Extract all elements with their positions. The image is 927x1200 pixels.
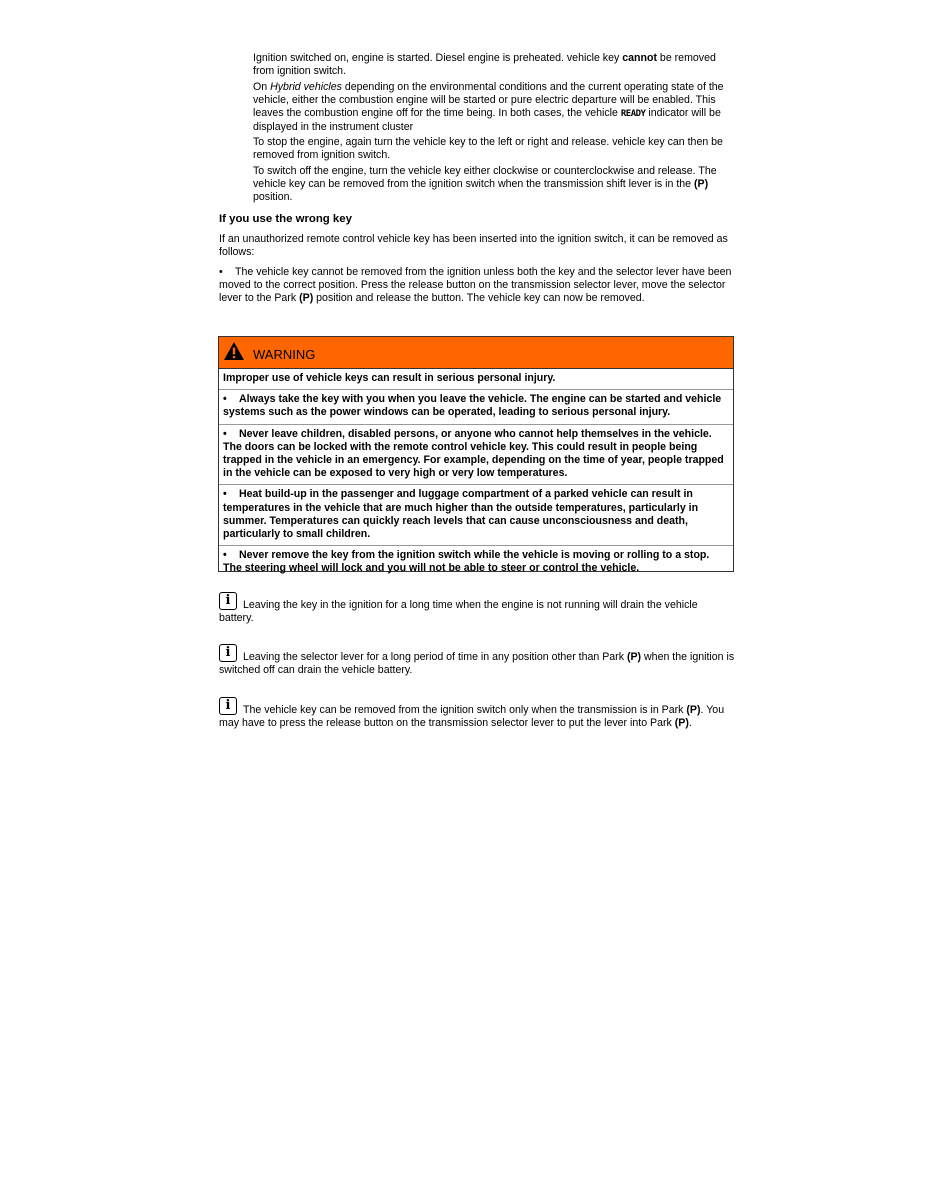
info-note-battery: i Leaving the key in the ignition for a long time when the engine is not running will drain the vehicle battery. [219,593,698,624]
bullet-marker: • [223,488,227,501]
warning-title: WARNING [253,347,316,362]
warning-item: • Never remove the key from the ignition switch while the vehicle is moving or rolling to a stop. The steering wheel will lock and you will not be able to steer or control the vehicle. [223,549,710,575]
info-icon: i [219,592,237,610]
wrong-key-item: • The vehicle key cannot be removed from the ignition unless both the key and the selector lever have been moved to the correct position. Press the release button on the transmission selector lever, move the selector lever to the Park (P) position and release the button. The vehicle key can now be removed. [219,266,732,304]
divider [219,389,733,390]
warning-triangle-icon [223,341,245,361]
wrong-key-section [219,213,735,305]
info-note-park-position: i The vehicle key can be removed from the ignition switch only when the transmission is in Park (P). You may have to press the release button on the transmission selector lever to put the lever into Park (P). [219,698,725,729]
warning-item: • Never leave children, disabled persons, or anyone who cannot help themselves in the vehicle. The doors can be locked with the remote control vehicle key. This could result in people being trapped in the vehicle in an emergency. For example, depending on the time of year, people trapped in the vehicle can be exposed to very high or very low temperatures. [223,427,724,480]
warning-item: • Heat build-up in the passenger and luggage compartment of a parked vehicle can result in temperatures in the vehicle that are much higher than the outside temperatures, particularly in summer. Temperatures can quickly reach levels that can cause unconsciousness and death, particularly to small children. [223,488,699,541]
ignition-step-start: Ignition switched on, engine is started. Diesel engine is preheated. vehicle key cannot be removed from ignition switch. [253,52,716,77]
warning-box [218,336,734,575]
warning-header [219,337,733,369]
info-icon: i [219,644,237,662]
section-heading: If you use the wrong key [219,213,352,225]
ignition-step-switch-off: To switch off the engine, turn the vehicle key either clockwise or counterclockwise and release. The vehicle key can be removed from the ignition switch when the transmission shift lever is in the (P) position. [253,164,717,203]
bullet-marker: • [223,427,227,440]
warning-item: • Always take the key with you when you leave the vehicle. The engine can be started and vehicle systems such as the power windows can be operated, leading to serious personal injury. [223,393,722,419]
divider [219,545,733,546]
ignition-step-hybrid: On Hybrid vehicles depending on the environmental conditions and the current operating state of the vehicle, either the combustion engine will be started or pure electric departure will be enabled. This leaves the combustion engine off for the time being. In both cases, the vehicle READY indicator will be displayed in the instrument cluster [253,80,724,133]
warning-lead: Improper use of vehicle keys can result in serious personal injury. [223,372,556,384]
divider [219,484,733,485]
bullet-marker: • [223,549,227,562]
info-note-selector-lever: i Leaving the selector lever for a long period of time in any position other than Park (P) when the ignition is switched off can drain the vehicle battery. [219,645,735,676]
divider [219,424,733,425]
ready-indicator-label: READY [620,108,646,119]
wrong-key-intro: If an unauthorized remote control vehicle key has been inserted into the ignition switch, it can be removed as follows: [219,233,728,258]
warning-body [219,369,733,576]
ignition-steps [253,52,735,206]
ignition-step-stop: To stop the engine, again turn the vehicle key to the left or right and release. vehicle key can then be removed from ignition switch. [253,136,723,161]
bullet-marker: • [219,266,223,278]
bullet-marker: • [223,393,227,406]
info-icon: i [219,697,237,715]
